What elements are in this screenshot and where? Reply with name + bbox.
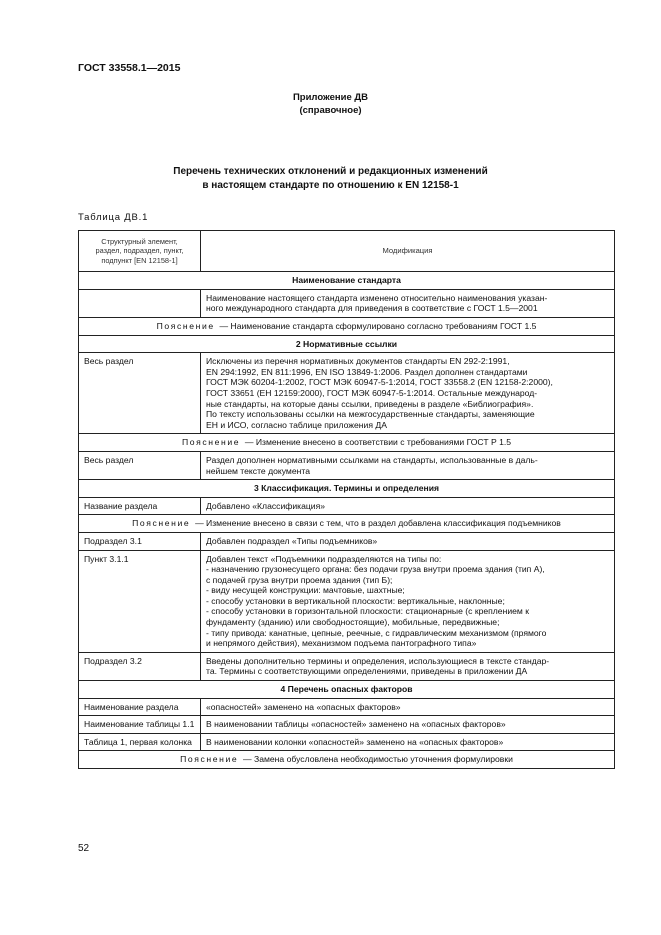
modification-line: Добавлено «Классификация» [206, 500, 326, 511]
structural-element-cell: Подраздел 3.1 [79, 532, 201, 550]
deviations-table [78, 230, 615, 769]
appendix-title: Приложение ДВ [292, 92, 369, 103]
table-row [79, 550, 615, 652]
document-title-line-1: Перечень технических отклонений и редакционных изменений [173, 166, 488, 177]
table-row [79, 497, 615, 515]
column-header-element-line: подпункт [EN 12158-1] [101, 255, 178, 265]
modification-line: По тексту использованы ссылки на межгосударственные стандарты, заменяющие [206, 409, 535, 420]
table-caption: Таблица ДВ.1 [78, 212, 149, 223]
modification-line: и непрямого действия), механизмом подъема пантографного типа» [206, 638, 477, 649]
modification-cell [201, 353, 615, 434]
modification-cell [201, 451, 615, 479]
modification-cell [201, 289, 615, 317]
modification-line: Исключены из перечня нормативных документов стандарты EN 292-2:1991, [206, 356, 510, 367]
modification-cell [201, 716, 615, 734]
column-header-element-line: раздел, подраздел, пункт, [95, 246, 184, 256]
modification-cell [201, 733, 615, 751]
column-header-element-line: Структурный элемент, [101, 237, 178, 246]
note-cell [79, 434, 615, 452]
section-row [79, 480, 615, 498]
section-heading: 4 Перечень опасных факторов [79, 681, 615, 699]
modification-cell [201, 698, 615, 716]
note-label: Пояснение [156, 321, 215, 331]
modification-cell [201, 550, 615, 652]
modification-line: ного международного стандарта для приведения в соответствие с ГОСТ 1.5—2001 [206, 303, 538, 314]
note-text: — Наименование стандарта сформулировано согласно требованиям ГОСТ 1.5 [219, 321, 537, 331]
note-text: — Изменение внесено в связи с тем, что в раздел добавлена классификация подъемников [195, 518, 561, 529]
table-row [79, 289, 615, 317]
note-cell [79, 515, 615, 533]
modification-line: ГОСТ МЭК 60204-1:2002, ГОСТ МЭК 60947-5-1:2014, ГОСТ 33558.2 (EN 12158-2:2000), [206, 377, 553, 388]
modification-cell [201, 497, 615, 515]
note-row [79, 751, 615, 769]
modification-cell [201, 652, 615, 680]
column-header-modification: Модификация [201, 231, 615, 272]
modification-line: с подачей груза внутри проема здания (тип Б); [206, 574, 393, 585]
document-title-line-2: в настоящем стандарте по отношению к EN 12158-1 [202, 180, 459, 191]
section-row [79, 335, 615, 353]
modification-line: «опасностей» заменено на «опасных факторов» [206, 701, 401, 712]
table-row [79, 532, 615, 550]
modification-line: - назначению грузонесущего органа: без подачи груза внутри проема здания (тип А), [206, 564, 545, 575]
note-label: Пояснение [181, 437, 241, 448]
table-header-row [79, 231, 615, 272]
modification-line: нейшем тексте документа [206, 465, 310, 476]
structural-element-cell: Наименование таблицы 1.1 [79, 716, 201, 734]
modification-line: Наименование настоящего стандарта изменено относительно наименования указан- [206, 292, 548, 303]
table-row [79, 652, 615, 680]
note-row [79, 515, 615, 533]
table-row [79, 733, 615, 751]
section-heading: Наименование стандарта [79, 272, 615, 290]
modification-line: ГОСТ 33651 (EH 12159:2000), ГОСТ МЭК 60947-5-1:2014. Остальные международ- [206, 387, 538, 398]
modification-cell [201, 532, 615, 550]
table-row [79, 353, 615, 434]
modification-line: - виду несущей конструкции: мачтовые, шахтные; [206, 585, 405, 596]
modification-line: В наименовании таблицы «опасностей» заменено на «опасных факторов» [206, 719, 506, 730]
note-cell [79, 318, 615, 336]
table-row [79, 451, 615, 479]
structural-element-cell: Весь раздел [79, 451, 201, 479]
document-code: ГОСТ 33558.1—2015 [78, 62, 181, 74]
modification-line: - типу привода: канатные, цепные, реечные, с гидравлическим механизмом (прямого [206, 627, 547, 638]
table-row [79, 716, 615, 734]
section-row [79, 272, 615, 290]
structural-element-cell: Название раздела [79, 497, 201, 515]
note-cell [79, 751, 615, 769]
modification-line: ЕН и ИСО, согласно таблице приложения ДА [206, 419, 387, 430]
structural-element-cell: Пункт 3.1.1 [79, 550, 201, 652]
appendix-subtitle: (справочное) [299, 105, 362, 116]
modification-line: та. Термины с соответствующими определениями, приведены в приложении ДА [206, 666, 528, 677]
note-row [79, 434, 615, 452]
modification-line: Добавлен текст «Подъемники подразделяются на типы по: [206, 553, 442, 564]
structural-element-cell: Весь раздел [79, 353, 201, 434]
modification-line: ные стандарты, на которые даны ссылки, приведены в разделе «Библиография». [206, 398, 534, 409]
note-text: — Замена обусловлена необходимостью уточнения формулировки [243, 754, 513, 765]
modification-line: фундаменту (зданию) или свободностоящие), мобильные, передвижные; [206, 617, 500, 628]
section-row [79, 681, 615, 699]
modification-line: Раздел дополнен нормативными ссылками на стандарты, использованные в даль- [206, 454, 538, 465]
modification-line: - способу установки в горизонтальной плоскости: стационарные (с креплением к [206, 606, 529, 617]
structural-element-cell: Наименование раздела [79, 698, 201, 716]
structural-element-cell: Таблица 1, первая колонка [79, 733, 201, 751]
note-row [79, 318, 615, 336]
column-header-element [79, 231, 201, 272]
modification-line: EN 294:1992, EN 811:1996, EN ISO 13849-1:2006. Раздел дополнен стандартами [206, 366, 528, 377]
structural-element-cell [79, 289, 201, 317]
section-heading: 3 Классификация. Термины и определения [79, 480, 615, 498]
modification-line: В наименовании колонки «опасностей» заменено на «опасных факторов» [206, 736, 504, 747]
modification-line: - способу установки в вертикальной плоскости: вертикальные, наклонные; [206, 595, 505, 606]
section-heading: 2 Нормативные ссылки [79, 335, 615, 353]
note-label: Пояснение [180, 754, 239, 765]
note-label: Пояснение [132, 518, 191, 529]
modification-line: Введены дополнительно термины и определения, использующиеся в тексте стандар- [206, 655, 550, 666]
table-row [79, 698, 615, 716]
structural-element-cell: Подраздел 3.2 [79, 652, 201, 680]
modification-line: Добавлен подраздел «Типы подъемников» [206, 535, 378, 546]
page-number: 52 [78, 843, 90, 854]
note-text: — Изменение внесено в соответствии с требованиями ГОСТ Р 1.5 [244, 437, 512, 448]
